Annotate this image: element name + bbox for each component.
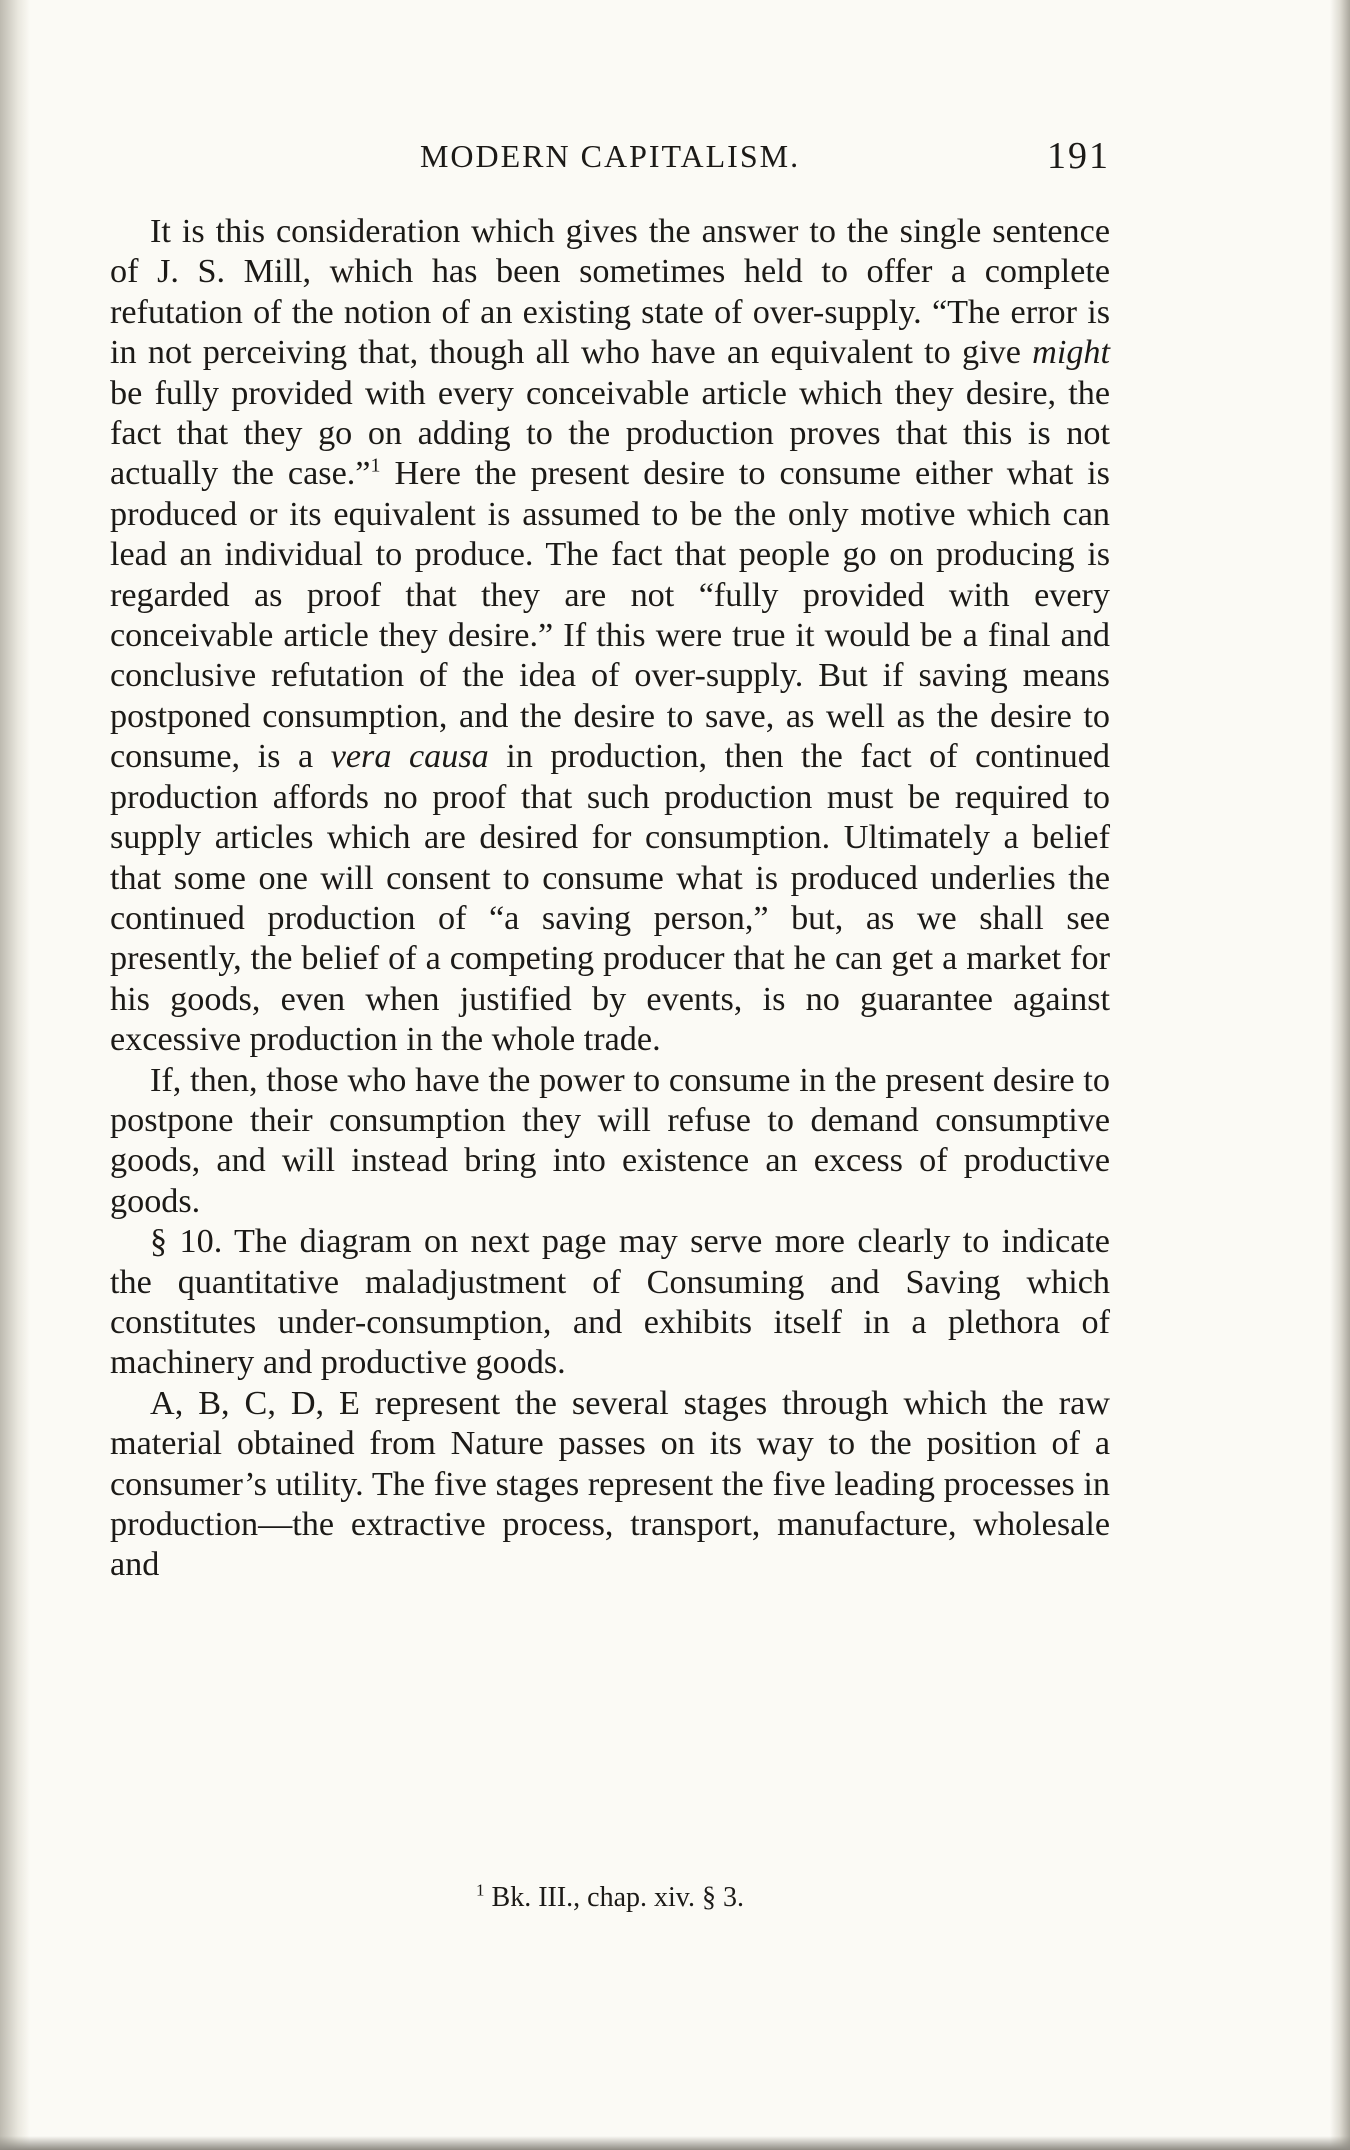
footnote-text: Bk. III., chap. xiv. § 3. [491, 1882, 744, 1913]
paragraph-1-italic-vera-causa: vera causa [330, 738, 489, 776]
paragraph-1-italic-might: might [1032, 334, 1110, 372]
page-number: 191 [1047, 135, 1110, 177]
page-edge-shadow [1330, 0, 1350, 2150]
running-title: MODERN CAPITALISM. [419, 138, 801, 174]
paragraph-2: If, then, those who have the power to consume in the present desire to postpone their consumption they will refuse to demand consumptive goods, and will instead bring into existence an excess of productive goods. [110, 1061, 1110, 1220]
paragraph-1-part-d: in production, then the fact of continued production affords no proof that such production must be required to supply articles which are desired for consumption. Ultimately a belief that some one will consent to consume what is produced underlies the continued production of “a saving person,” but, as we shall see presently, the belief of a competing producer that he can get a market for his goods, even when justified by events, is no guarantee against excessive production in the whole trade. [110, 738, 1110, 1059]
page-binding-shadow [0, 0, 30, 2150]
page-header [110, 134, 1110, 182]
footnote-marker: 1 [476, 1880, 485, 1900]
paragraph-1-part-c: Here the present desire to consume either what is produced or its equivalent is assumed to be the only motive which can lead an individual to produce. The fact that people go on producing is regarded as proof that they are not “fully provided with every conceivable article they desire.” If this were true it would be a final and conclusive refutation of the idea of over-supply. But if saving means postponed consumption, and the desire to save, as well as the desire to consume, is a [110, 455, 1110, 776]
footnote [110, 1882, 1110, 1914]
paragraph-4: A, B, C, D, E represent the several stages through which the raw material obtained from Nature passes on its way to the position of a consumer’s utility. The five stages represent the five leading processes in production—the extractive process, transport, manufacture, wholesale and [110, 1384, 1110, 1584]
paragraph-1 [110, 212, 1110, 1061]
page-bottom-shadow [0, 2136, 1350, 2150]
footnote-reference: 1 [370, 455, 381, 478]
paragraph-1-part-b: be fully provided with every conceivable article which they desire, the fact that they go on adding to the production proves that this is not actually the case.” [110, 374, 1110, 493]
body-text [110, 212, 1110, 1586]
paragraph-1-part-a: It is this consideration which gives the answer to the single sentence of J. S. Mill, which has been sometimes held to offer a complete refutation of the notion of an existing state of over-supply. “The error is in not perceiving that, though all who have an equivalent to give [110, 213, 1110, 372]
paragraph-3: § 10. The diagram on next page may serve more clearly to indicate the quantitative maladjustment of Consuming and Saving which constitutes under-consumption, and exhibits itself in a plethora of machinery and productive goods. [110, 1223, 1110, 1382]
